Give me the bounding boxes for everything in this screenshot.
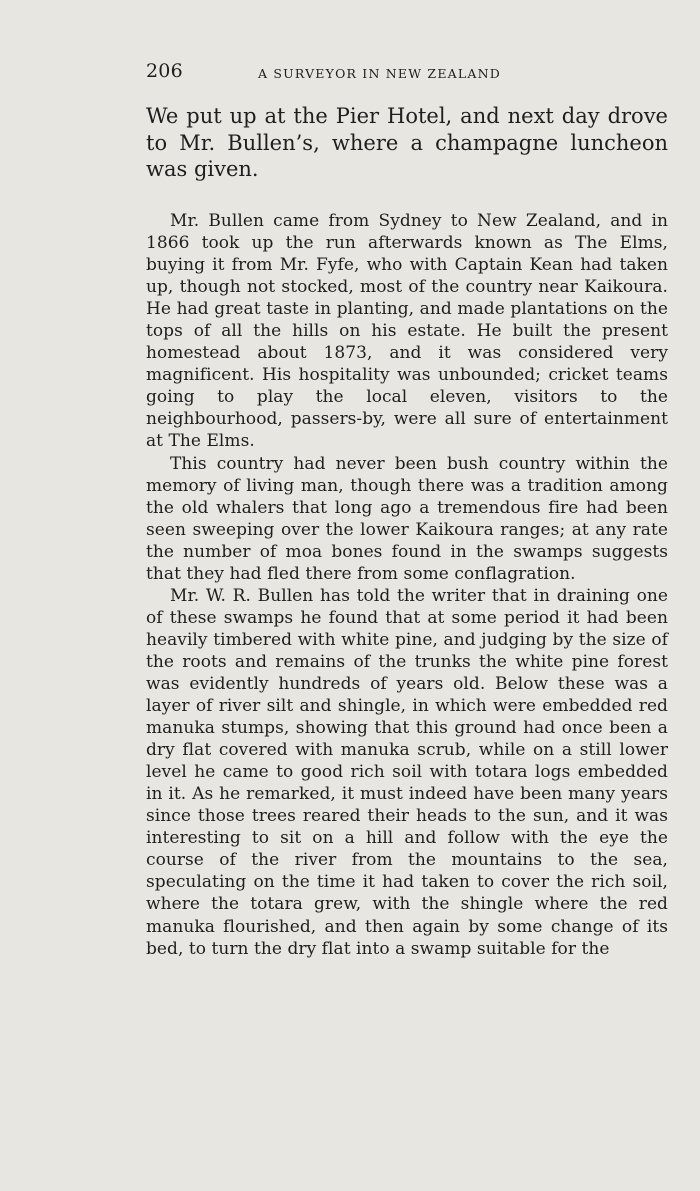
running-head: A SURVEYOR IN NEW ZEALAND [258,66,501,81]
body-text [146,210,668,960]
body-paragraph-3: Mr. W. R. Bullen has told the writer that in draining one of these swamps he found that at some period it had been heavily timbered with white pine, and judging by the size of the roots and remains of the trunks the white pine forest was evidently hundreds of years old. Below these was a layer of river silt and shingle, in which were embedded red manuka stumps, showing that this ground had once been a dry flat covered with manuka scrub, while on a still lower level he came to good rich soil with totara logs embedded in it. As he remarked, it must indeed have been many years since those trees reared their heads to the sun, and it was interesting to sit on a hill and follow with the eye the course of the river from the mountains to the sea, speculating on the time it had taken to cover the rich soil, where the totara grew, with the shingle where the red manuka flourished, and then again by some change of its bed, to turn the dry flat into a swamp suitable for the [146,585,668,959]
intro-paragraph: We put up at the Pier Hotel, and next day drove to Mr. Bullen’s, where a champagne luncheon was given. [146,104,668,182]
page-number: 206 [146,60,183,82]
page-header [146,60,666,88]
body-paragraph-1: Mr. Bullen came from Sydney to New Zealand, and in 1866 took up the run afterwards known as The Elms, buying it from Mr. Fyfe, who with Captain Kean had taken up, though not stocked, most of the country near Kaikoura. He had great taste in planting, and made plantations on the tops of all the hills on his estate. He built the present homestead about 1873, and it was considered very magnificent. His hospitality was unbounded; cricket teams going to play the local eleven, visitors to the neighbourhood, passers-by, were all sure of entertainment at The Elms. [146,211,668,452]
body-paragraph-2: This country had never been bush country within the memory of living man, though there was a tradition among the old whalers that long ago a tremendous fire had been seen sweeping over the lower Kaikoura ranges; at any rate the number of moa bones found in the swamps suggests that they had fled there from some conflagration. [146,453,668,584]
